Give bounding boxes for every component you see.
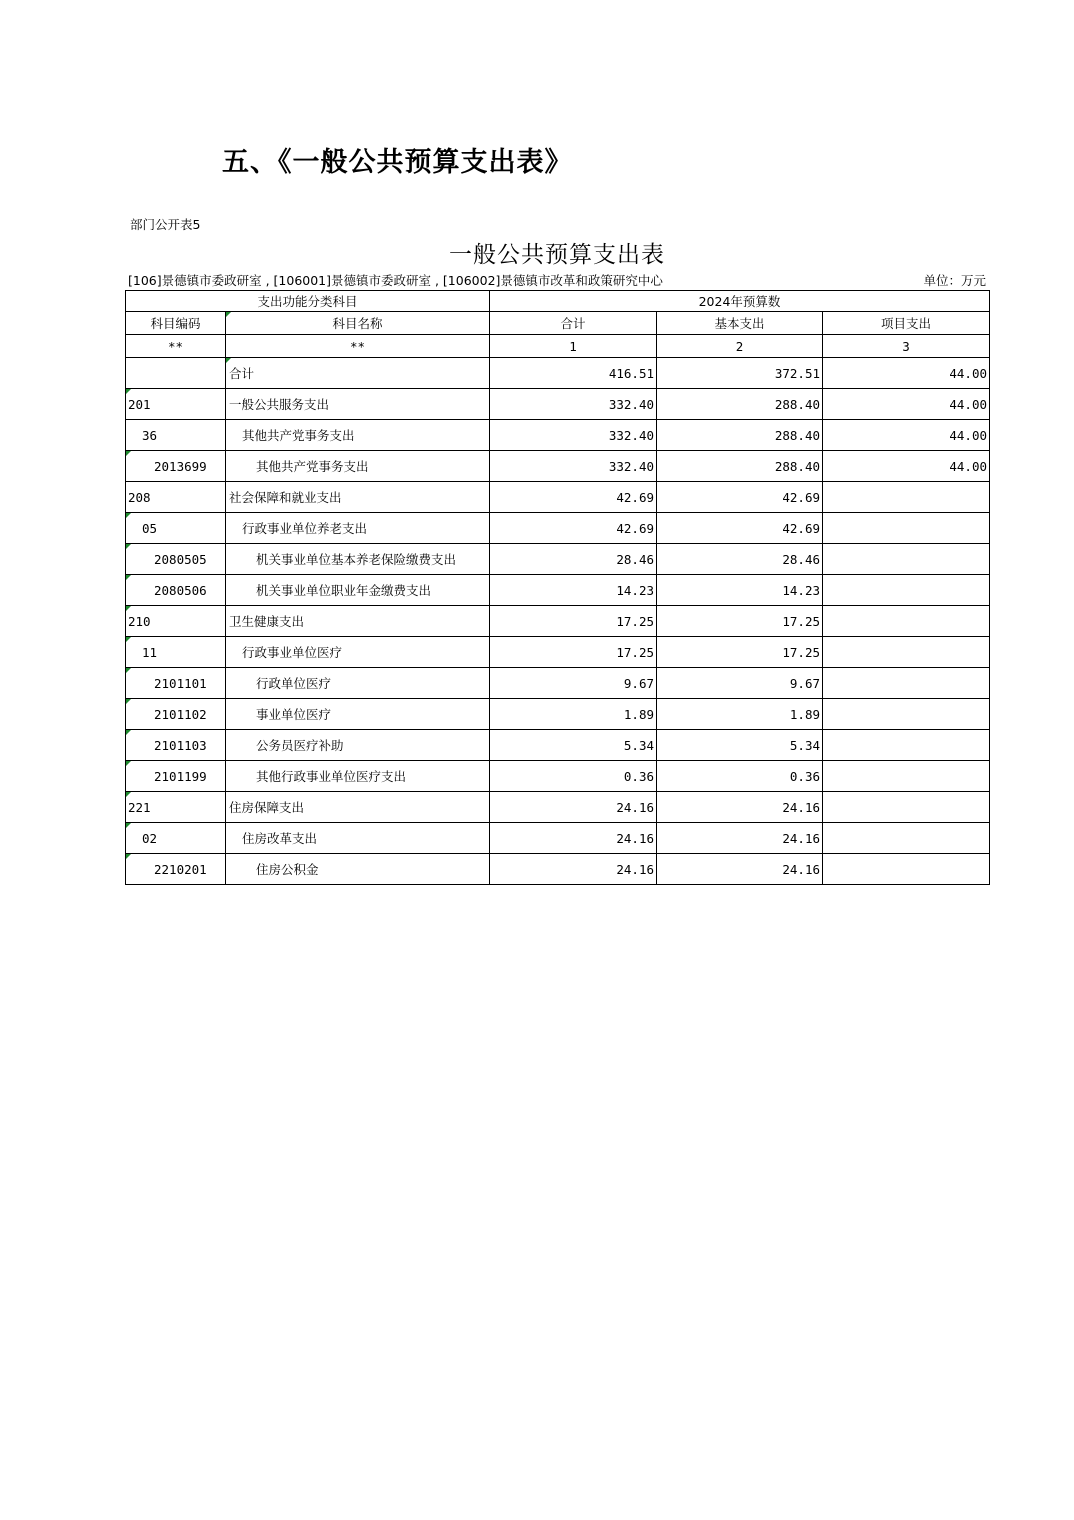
row-basic: 9.67	[657, 668, 823, 699]
row-basic: 42.69	[657, 482, 823, 513]
row-code: 2210201	[126, 854, 226, 885]
row-code: 05	[126, 513, 226, 544]
header-project: 项目支出	[823, 312, 990, 335]
row-project	[823, 699, 990, 730]
row-name: 机关事业单位基本养老保险缴费支出	[226, 544, 490, 575]
row-total: 416.51	[490, 358, 657, 389]
row-project	[823, 761, 990, 792]
section-heading: 五、《一般公共预算支出表》	[222, 147, 573, 178]
row-basic: 372.51	[657, 358, 823, 389]
row-code: 210	[126, 606, 226, 637]
row-total: 42.69	[490, 513, 657, 544]
row-total: 24.16	[490, 823, 657, 854]
row-basic: 42.69	[657, 513, 823, 544]
row-basic: 28.46	[657, 544, 823, 575]
index-code: **	[126, 335, 226, 358]
row-code: 2080505	[126, 544, 226, 575]
table-row	[126, 761, 990, 792]
row-project: 44.00	[823, 420, 990, 451]
table-row	[126, 544, 990, 575]
table-row	[126, 668, 990, 699]
row-total: 1.89	[490, 699, 657, 730]
row-name: 住房公积金	[226, 854, 490, 885]
row-project	[823, 575, 990, 606]
index-name: **	[226, 335, 490, 358]
header-index-row	[126, 335, 990, 358]
row-project	[823, 544, 990, 575]
table-number: 部门公开表5	[130, 217, 201, 232]
row-code: 2101102	[126, 699, 226, 730]
index-project: 3	[823, 335, 990, 358]
table-row	[126, 730, 990, 761]
row-basic: 17.25	[657, 606, 823, 637]
row-project: 44.00	[823, 358, 990, 389]
row-project	[823, 792, 990, 823]
table-row	[126, 575, 990, 606]
row-code: 208	[126, 482, 226, 513]
header-basic: 基本支出	[657, 312, 823, 335]
org-label: [106]景德镇市委政研室 , [106001]景德镇市委政研室 , [106002]景德镇市改革和政策研究中心	[128, 273, 663, 288]
row-code: 02	[126, 823, 226, 854]
row-total: 17.25	[490, 637, 657, 668]
row-basic: 17.25	[657, 637, 823, 668]
row-basic: 24.16	[657, 792, 823, 823]
table-row	[126, 854, 990, 885]
row-project: 44.00	[823, 389, 990, 420]
row-name: 其他共产党事务支出	[226, 420, 490, 451]
row-code: 221	[126, 792, 226, 823]
row-project	[823, 606, 990, 637]
row-name: 行政事业单位养老支出	[226, 513, 490, 544]
header-total: 合计	[490, 312, 657, 335]
row-basic: 288.40	[657, 420, 823, 451]
header-group-row	[126, 291, 990, 312]
row-code: 11	[126, 637, 226, 668]
table-row	[126, 699, 990, 730]
row-code: 2101101	[126, 668, 226, 699]
row-code: 201	[126, 389, 226, 420]
unit-label: 单位：万元	[923, 273, 986, 288]
table-row	[126, 792, 990, 823]
row-name: 社会保障和就业支出	[226, 482, 490, 513]
row-name: 合计	[226, 358, 490, 389]
table-row	[126, 637, 990, 668]
row-basic: 24.16	[657, 823, 823, 854]
row-total: 332.40	[490, 420, 657, 451]
table-row	[126, 823, 990, 854]
row-total: 24.16	[490, 854, 657, 885]
row-basic: 288.40	[657, 389, 823, 420]
header-code: 科目编码	[126, 312, 226, 335]
row-basic: 0.36	[657, 761, 823, 792]
row-name: 行政事业单位医疗	[226, 637, 490, 668]
index-total: 1	[490, 335, 657, 358]
table-title: 一般公共预算支出表	[449, 242, 665, 268]
row-project	[823, 668, 990, 699]
row-total: 332.40	[490, 451, 657, 482]
row-basic: 14.23	[657, 575, 823, 606]
index-basic: 2	[657, 335, 823, 358]
row-project	[823, 854, 990, 885]
row-code: 2080506	[126, 575, 226, 606]
org-unit-line	[128, 271, 986, 289]
header-group-function: 支出功能分类科目	[126, 291, 490, 312]
row-project	[823, 730, 990, 761]
row-project: 44.00	[823, 451, 990, 482]
row-code	[126, 358, 226, 389]
row-total: 5.34	[490, 730, 657, 761]
row-project	[823, 637, 990, 668]
budget-table	[125, 290, 990, 885]
row-total: 24.16	[490, 792, 657, 823]
row-total: 9.67	[490, 668, 657, 699]
row-project	[823, 823, 990, 854]
row-name: 公务员医疗补助	[226, 730, 490, 761]
row-basic: 5.34	[657, 730, 823, 761]
table-row	[126, 389, 990, 420]
row-name: 一般公共服务支出	[226, 389, 490, 420]
row-total: 332.40	[490, 389, 657, 420]
row-name: 住房改革支出	[226, 823, 490, 854]
row-code: 2101199	[126, 761, 226, 792]
row-total: 28.46	[490, 544, 657, 575]
row-project	[823, 513, 990, 544]
table-row	[126, 358, 990, 389]
row-name: 其他行政事业单位医疗支出	[226, 761, 490, 792]
table-row	[126, 513, 990, 544]
table-row	[126, 451, 990, 482]
row-name: 事业单位医疗	[226, 699, 490, 730]
row-total: 0.36	[490, 761, 657, 792]
row-project	[823, 482, 990, 513]
row-total: 14.23	[490, 575, 657, 606]
row-code: 2101103	[126, 730, 226, 761]
table-row	[126, 606, 990, 637]
table-row	[126, 482, 990, 513]
row-basic: 1.89	[657, 699, 823, 730]
row-total: 42.69	[490, 482, 657, 513]
row-code: 2013699	[126, 451, 226, 482]
table-row	[126, 420, 990, 451]
row-basic: 288.40	[657, 451, 823, 482]
header-name: 科目名称	[226, 312, 490, 335]
row-name: 住房保障支出	[226, 792, 490, 823]
row-name: 机关事业单位职业年金缴费支出	[226, 575, 490, 606]
row-basic: 24.16	[657, 854, 823, 885]
table-body	[126, 358, 990, 885]
row-name: 行政单位医疗	[226, 668, 490, 699]
row-code: 36	[126, 420, 226, 451]
row-name: 卫生健康支出	[226, 606, 490, 637]
row-total: 17.25	[490, 606, 657, 637]
header-column-row	[126, 312, 990, 335]
row-name: 其他共产党事务支出	[226, 451, 490, 482]
header-group-budget: 2024年预算数	[490, 291, 990, 312]
